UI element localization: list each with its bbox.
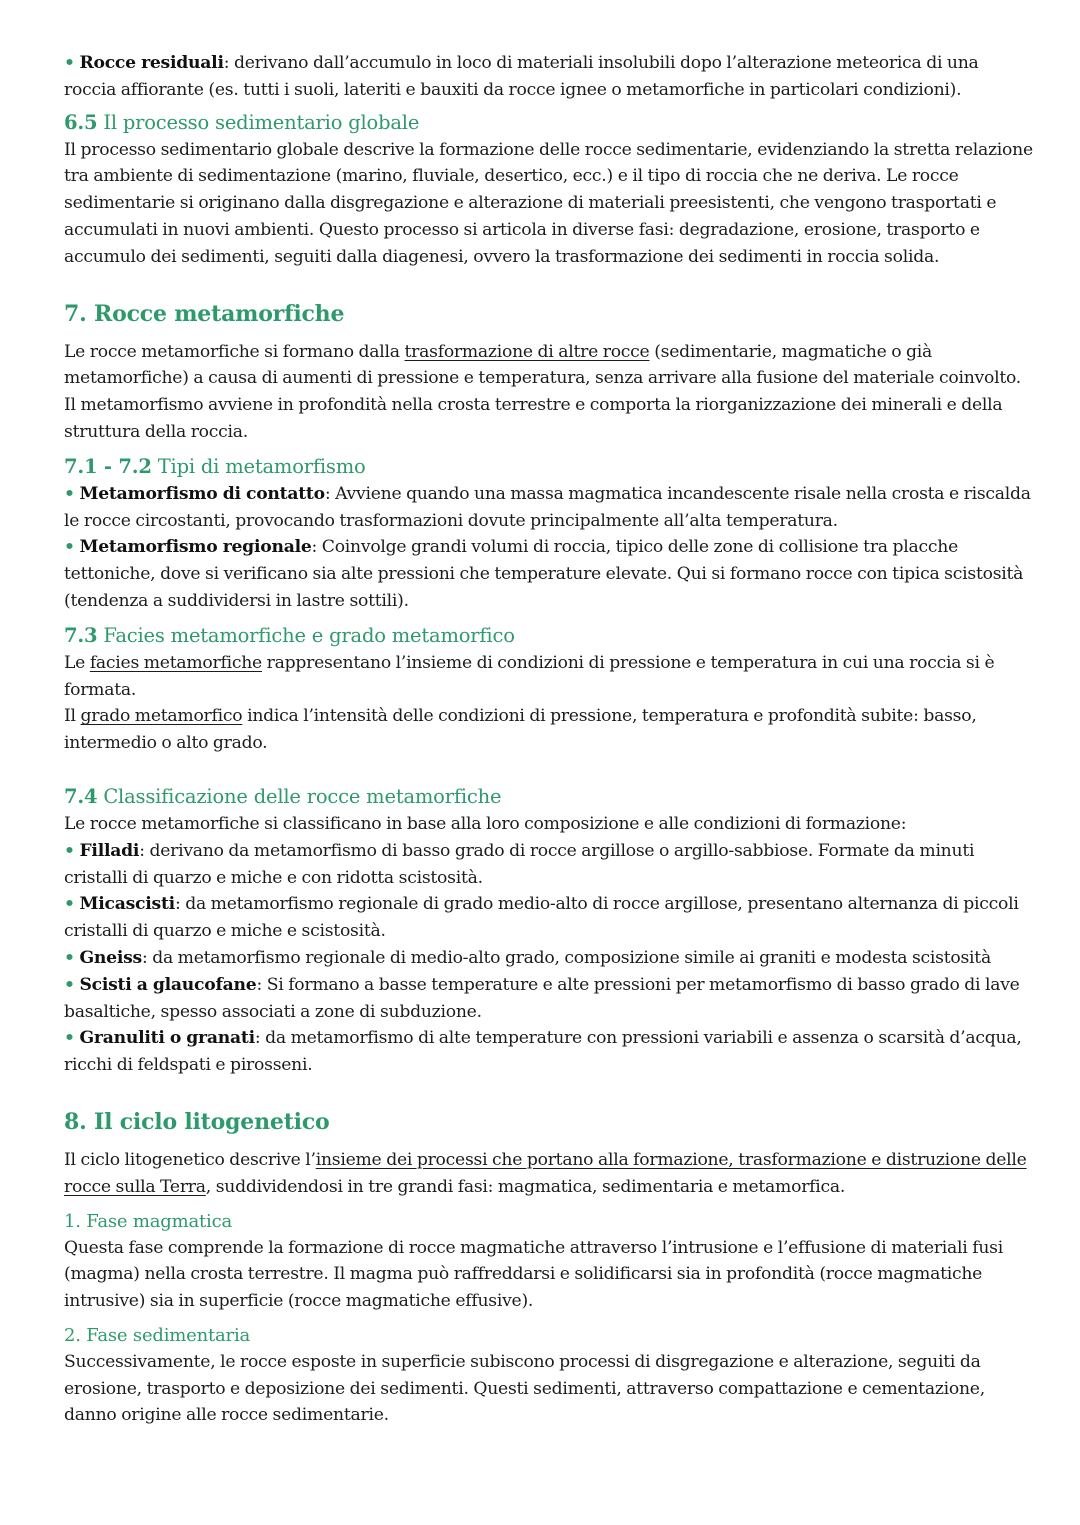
bullet-term: Scisti a glaucofane	[79, 974, 257, 995]
list-item	[64, 891, 1034, 945]
bullet-term: Filladi	[79, 840, 140, 861]
list-item	[64, 1025, 1034, 1079]
bullet-marker: •	[64, 947, 75, 968]
intro-text-pre: Le rocce metamorfiche si formano dalla	[64, 341, 405, 362]
text-post: rappresentano l’insieme di condizioni di pressione e temperatura in cui una roccia si è formata.	[64, 652, 995, 700]
bullet-term: Granuliti o granati	[79, 1028, 255, 1049]
text-pre: Le	[64, 652, 90, 673]
section-heading-7-4	[64, 783, 1034, 811]
paragraph-grado	[64, 703, 1034, 757]
bullet-text: : Si formano a basse temperature e alte pressioni per metamorfismo di basso grado di lave basaltiche, spesso associati a zone di subduzione.	[64, 974, 1020, 1022]
section-title: Il processo sedimentario globale	[97, 110, 420, 134]
paragraph-processo-sedimentario: Il processo sedimentario globale descrive la formazione delle rocce sedimentarie, evidenziando la stretta relazione tra ambiente di sedimentazione (marino, fluviale, desertico, ecc.) e il tipo di roccia che ne deriva. Le rocce sedimentarie si originano dalla disgregazione e alterazione di materiali preesistenti, che vengono trasportati e accumulati in nuovi ambienti. Questo processo si articola in diverse fasi: degradazione, erosione, trasporto e accumulo dei sedimenti, seguiti dalla diagenesi, ovvero la trasformazione dei sedimenti in roccia solida.	[64, 139, 1033, 267]
phase-heading-sedimentaria: 2. Fase sedimentaria	[64, 1324, 251, 1346]
paragraph-classificazione-intro: Le rocce metamorfiche si classificano in base alla loro composizione e alle condizioni di formazione:	[64, 813, 907, 834]
paragraph-fase-magmatica: Questa fase comprende la formazione di rocce magmatiche attraverso l’intrusione e l’effusione di materiali fusi (magma) nella crosta terrestre. Il magma può raffreddarsi e solidificarsi sia in profondità (rocce magmatiche intrusive) sia in superficie (rocce magmatiche effusive).	[64, 1237, 1003, 1312]
intro-text-post: (sedimentarie, magmatiche o già metamorfiche) a causa di aumenti di pressione e temperatura, senza arrivare alla fusione del materiale coinvolto. Il metamorfismo avviene in profondità nella crosta terrestre e comporta la riorganizzazione dei minerali e della struttura della roccia.	[64, 341, 1021, 442]
paragraph-ciclo-intro	[64, 1147, 1034, 1201]
bullet-text: : derivano dall’accumulo in loco di materiali insolubili dopo l’alterazione meteorica di una roccia affiorante (es. tutti i suoli, lateriti e bauxiti da rocce ignee o metamorfiche in particolari condizioni).	[64, 53, 979, 100]
bullet-text: : da metamorfismo regionale di medio-alto grado, composizione simile ai graniti e modesta scistosità	[141, 947, 991, 968]
text-post: indica l’intensità delle condizioni di pressione, temperatura e profondità subite: basso, intermedio o alto grado.	[64, 706, 977, 754]
list-item	[64, 838, 1034, 892]
bullet-marker: •	[64, 894, 75, 915]
bullet-text: : derivano da metamorfismo di basso grado di rocce argillose o argillo-sabbiose. Formate da minuti cristalli di quarzo e miche e con ridotta scistosità.	[64, 840, 975, 888]
bullet-marker: •	[64, 483, 75, 504]
section-heading-6-5	[64, 109, 1034, 137]
section-number: 6.5	[64, 110, 98, 134]
bullet-term: Metamorfismo di contatto	[79, 483, 325, 504]
bullet-marker: •	[64, 537, 75, 558]
list-item	[64, 945, 1034, 972]
text-pre: Il	[64, 706, 81, 727]
section-number: 7.4	[64, 784, 98, 808]
list-item	[64, 972, 1034, 1026]
bullet-marker: •	[64, 53, 75, 73]
bullet-marker: •	[64, 974, 75, 995]
paragraph-rocce-metamorfiche-intro	[64, 339, 1034, 446]
list-item	[64, 481, 1034, 535]
list-item	[64, 534, 1034, 614]
section-title: Facies metamorfiche e grado metamorfico	[97, 623, 515, 647]
bullet-term: Metamorfismo regionale	[79, 537, 312, 558]
paragraph-fase-sedimentaria: Successivamente, le rocce esposte in superficie subiscono processi di disgregazione e alterazione, seguiti da erosione, trasporto e deposizione dei sedimenti. Questi sedimenti, attraverso compattazione e cementazione, danno origine alle rocce sedimentarie.	[64, 1351, 985, 1426]
bullet-term: Gneiss	[79, 947, 142, 968]
bullet-rocce-residuali	[64, 50, 1034, 104]
bullet-text: : Avviene quando una massa magmatica incandescente risale nella crosta e riscalda le rocce circostanti, provocando trasformazioni dovute principalmente all’alta temperatura.	[64, 483, 1031, 531]
bullet-text: : da metamorfismo regionale di grado medio-alto di rocce argillose, presentano alternanza di piccoli cristalli di quarzo e miche e scistosità.	[64, 894, 1019, 942]
section-number: 7.3	[64, 623, 98, 647]
bullet-marker: •	[64, 1028, 75, 1049]
section-title: Classificazione delle rocce metamorfiche	[97, 784, 502, 808]
bullet-text: : Coinvolge grandi volumi di roccia, tipico delle zone di collisione tra placche tettoniche, dove si verificano sia alte pressioni che temperature elevate. Qui si formano rocce con tipica scistosità (tendenza a suddividersi in lastre sottili).	[64, 537, 1024, 611]
bullet-marker: •	[64, 840, 75, 861]
section-number: 7.1 - 7.2	[64, 454, 152, 478]
underlined-term: grado metamorfico	[80, 706, 243, 727]
bullet-text: : da metamorfismo di alte temperature con pressioni variabili e assenza o scarsità d’acqua, ricchi di feldspati e pirosseni.	[64, 1028, 1022, 1076]
section-heading-7-1	[64, 453, 1034, 481]
underlined-term: facies metamorfiche	[89, 652, 262, 673]
section-heading-7-3	[64, 622, 1034, 650]
chapter-heading-7: 7. Rocce metamorfiche	[64, 300, 345, 327]
intro-text-pre: Il ciclo litogenetico descrive l’	[64, 1149, 316, 1170]
paragraph-facies	[64, 650, 1034, 704]
bullet-term: Rocce residuali	[79, 53, 224, 73]
bullet-term: Micascisti	[79, 894, 175, 915]
chapter-heading-8: 8. Il ciclo litogenetico	[64, 1108, 330, 1135]
intro-text-post: , suddividendosi in tre grandi fasi: magmatica, sedimentaria e metamorfica.	[205, 1176, 846, 1197]
document-page	[64, 50, 1034, 1429]
underlined-term: insieme dei processi che portano alla formazione, trasformazione e distruzione delle rocce sulla Terra	[64, 1149, 1027, 1197]
section-title: Tipi di metamorfismo	[151, 454, 366, 478]
underlined-term: trasformazione di altre rocce	[404, 341, 650, 362]
phase-heading-magmatica: 1. Fase magmatica	[64, 1210, 233, 1232]
